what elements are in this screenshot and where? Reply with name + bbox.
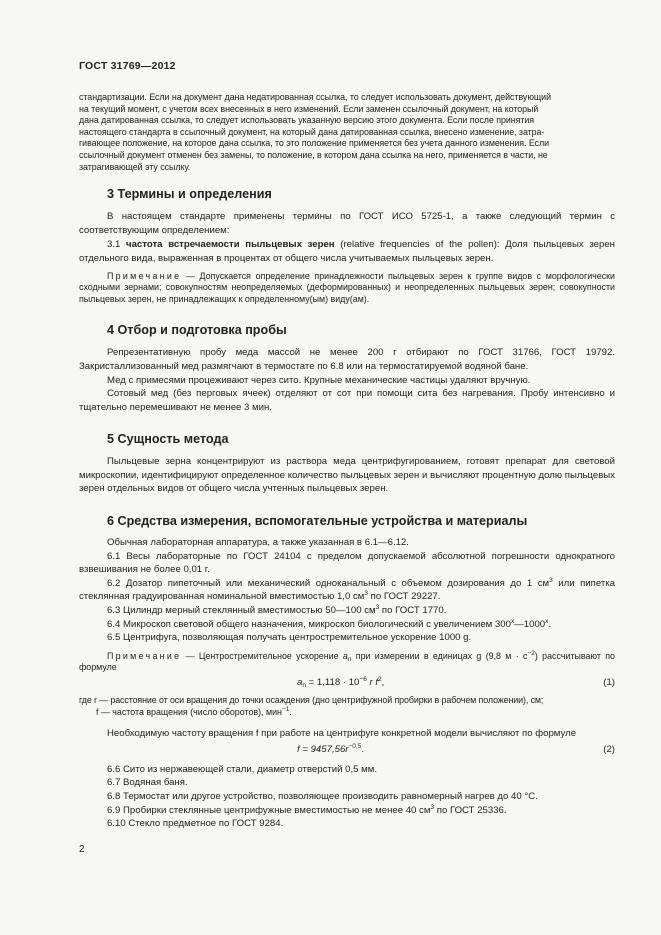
item-text: по ГОСТ 1770. [379, 605, 447, 617]
formula-text: . [361, 743, 364, 755]
subscript: n [347, 655, 352, 663]
section-6-heading: 6 Средства измерения, вспомогательные устройства и материалы [107, 514, 528, 529]
superscript: −2 [527, 649, 535, 657]
formula-text: , [381, 677, 385, 688]
section-3-paragraph: В настоящем стандарте применены термины по ГОСТ ИСО 5725-1, а также следующий термин с соответствующим определением: [79, 211, 615, 236]
intro-line: дана датированная ссылка, то следует использовать указанную версию этого документа. Если после принятия [79, 115, 535, 126]
note-label: Примечание [107, 650, 182, 661]
item-text: 6.3 Цилиндр мерный стеклянный вместимостью 50—100 см [107, 605, 376, 617]
superscript: х [510, 617, 515, 625]
intro-line: на текущий момент, с учетом всех внесенных в него изменений. Если заменен ссылочный документ, на который [79, 103, 539, 114]
superscript: 3 [375, 604, 380, 612]
formula-expression [79, 743, 364, 757]
term-name: частота встречаемости пыльцевых зерен [126, 239, 335, 251]
formula-legend [79, 707, 615, 719]
formula-1 [79, 676, 615, 690]
item-6-3 [79, 604, 615, 618]
section-6-paragraph: Обычная лабораторная аппаратура, а также указанная в 6.1—6.12. [107, 537, 409, 549]
term-number: 3.1 [107, 239, 127, 251]
section-5-heading: 5 Сущность метода [107, 432, 229, 447]
item-6-10: 6.10 Стекло предметное по ГОСТ 9284. [107, 818, 284, 830]
formula-2 [79, 743, 615, 757]
superscript: −0,5 [348, 742, 362, 750]
item-6-5: 6.5 Центрифуга, позволяющая получать центростремительное ускорение 1000 g. [107, 632, 472, 644]
page-content [79, 92, 615, 831]
legend-text: f — частота вращения (число оборотов), мин [96, 706, 282, 717]
intro-line: настоящего стандарта в ссылочный документ, на который дана датированная ссылка, внесено изменение, затра- [79, 126, 545, 137]
item-text: 6.4 Микроскоп световой общего назначения, микроскоп биологический с увеличением 300 [107, 618, 511, 630]
section-3-heading: 3 Термины и определения [107, 187, 272, 202]
note-text: — Центростремительное ускорение [181, 650, 343, 661]
item-6-7: 6.7 Водяная баня. [107, 777, 188, 789]
item-6-1: 6.1 Весы лабораторные по ГОСТ 24104 с пределом допускаемой абсолютной погрешности однократного взвешивания не более 0,01 г. [79, 550, 615, 576]
page-number: 2 [79, 844, 85, 855]
superscript: 3 [549, 576, 553, 584]
note-text: ) рассчитывают по формуле [79, 650, 615, 673]
section-4-paragraph: Репрезентативную пробу меда массой не менее 200 г отбирают по ГОСТ 31766, ГОСТ 19792. Закристаллизованный мед размягчают в термостате по 6.8 или на термостатируемой водяной бане. [79, 347, 615, 372]
item-6-2 [79, 577, 615, 604]
section-5-paragraph: Пыльцевые зерна концентрируют из раствора меда центрифугированием, готовят препарат для световой микроскопии, идентифицируют определенное количество пыльцевых зерен и вычисляют процентную долю пыльцевых зерен отдельных видов от общего числа учтенных пыльцевых зерен. [79, 456, 615, 495]
note-label: Примечание [107, 270, 182, 281]
item-text: 6.9 Пробирки стеклянные центрифужные вместимостью не менее 40 см [107, 804, 431, 816]
intro-line: затрагивающей эту ссылку. [79, 161, 191, 172]
subscript: n [302, 682, 306, 689]
intro-paragraph [79, 92, 615, 173]
note-variable: a [342, 650, 348, 661]
item-text: по ГОСТ 29227. [367, 591, 441, 603]
intro-line: стандартизации. Если на документ дана недатированная ссылка, то следует использовать документ, действующий [79, 92, 551, 102]
term-definition: (relative frequencies of the pollen): Доля пыльцевых зерен отдельного вида, выраженная в процентах от общего числа учитываемых пыльцевых зерен. [79, 239, 615, 264]
formula-var: f = 9457,56r [297, 743, 349, 755]
section-3-note [79, 271, 615, 306]
superscript: х [545, 617, 549, 625]
item-text: . [548, 618, 552, 630]
formula-expression [79, 676, 384, 690]
superscript: −6 [359, 676, 367, 683]
superscript: −1 [281, 705, 290, 713]
item-6-6: 6.6 Сито из нержавеющей стали, диаметр отверстий 0,5 мм. [107, 763, 378, 775]
section-6-paragraph: Необходимую частоту вращения f при работе на центрифуге конкретной модели вычисляют по формуле [107, 728, 577, 740]
superscript: 2 [378, 676, 382, 683]
intro-line: гивающее положение, на которое дана ссылка, то это положение применяется без учета данного изменения. Если [79, 138, 550, 149]
intro-line: ссылочный документ отменен без замены, то положение, в котором дана ссылка на него, применяется в части, не [79, 149, 548, 160]
superscript: 3 [430, 803, 435, 811]
section-4-paragraph: Мед с примесями процеживают через сито. Крупные механические частицы удаляют вручную. [107, 374, 531, 386]
item-text: —1000 [514, 618, 546, 630]
section-4-heading: 4 Отбор и подготовка пробы [107, 323, 287, 338]
item-text: 6.2 Дозатор пипеточный или механический одноканальный с объемом дозирования до 1 см [107, 577, 550, 589]
section-4-paragraph: Сотовый мед (без перговых ячеек) отделяют от сот при помощи сита без нагревания. Пробу интенсивно и тщательно перемешивают не менее 3 мин. [79, 388, 615, 413]
formula-text: = 1,118 · 10 [305, 677, 360, 688]
note-text: при измерении в единицах g (9,8 м · с [351, 650, 528, 661]
formula-number: (2) [603, 743, 615, 755]
item-6-9 [79, 804, 615, 818]
formula-var: a [297, 677, 303, 688]
legend-text: . [289, 706, 292, 717]
section-6-note [79, 651, 615, 674]
formula-legend: где r — расстояние от оси вращения до точки осаждения (дно центрифужной пробирки в рабочем положении), см; [79, 695, 544, 705]
item-6-4 [79, 618, 615, 632]
item-text: по ГОСТ 25336. [434, 804, 507, 816]
standard-header: ГОСТ 31769—2012 [79, 60, 176, 72]
item-6-8: 6.8 Термостат или другое устройство, позволяющее производить равномерный нагрев до 40 °С. [107, 790, 538, 802]
superscript: 3 [364, 590, 368, 598]
term-3-1 [79, 238, 615, 265]
note-text: — Допускается определение принадлежности пыльцевых зерен к группе видов с морфологически сходными зернами; совокупностям неопределяемых (деформированных) и неопределенных пыльцевых зерен; совокупности пыльцевых зерен, не принадлежащих к определенному(ым) виду(ам). [79, 270, 615, 304]
formula-var: r f [366, 677, 379, 688]
item-text: или пипетка стеклянная градуированная номинальной вместимостью 1,0 см [79, 577, 615, 603]
formula-number: (1) [603, 677, 615, 688]
